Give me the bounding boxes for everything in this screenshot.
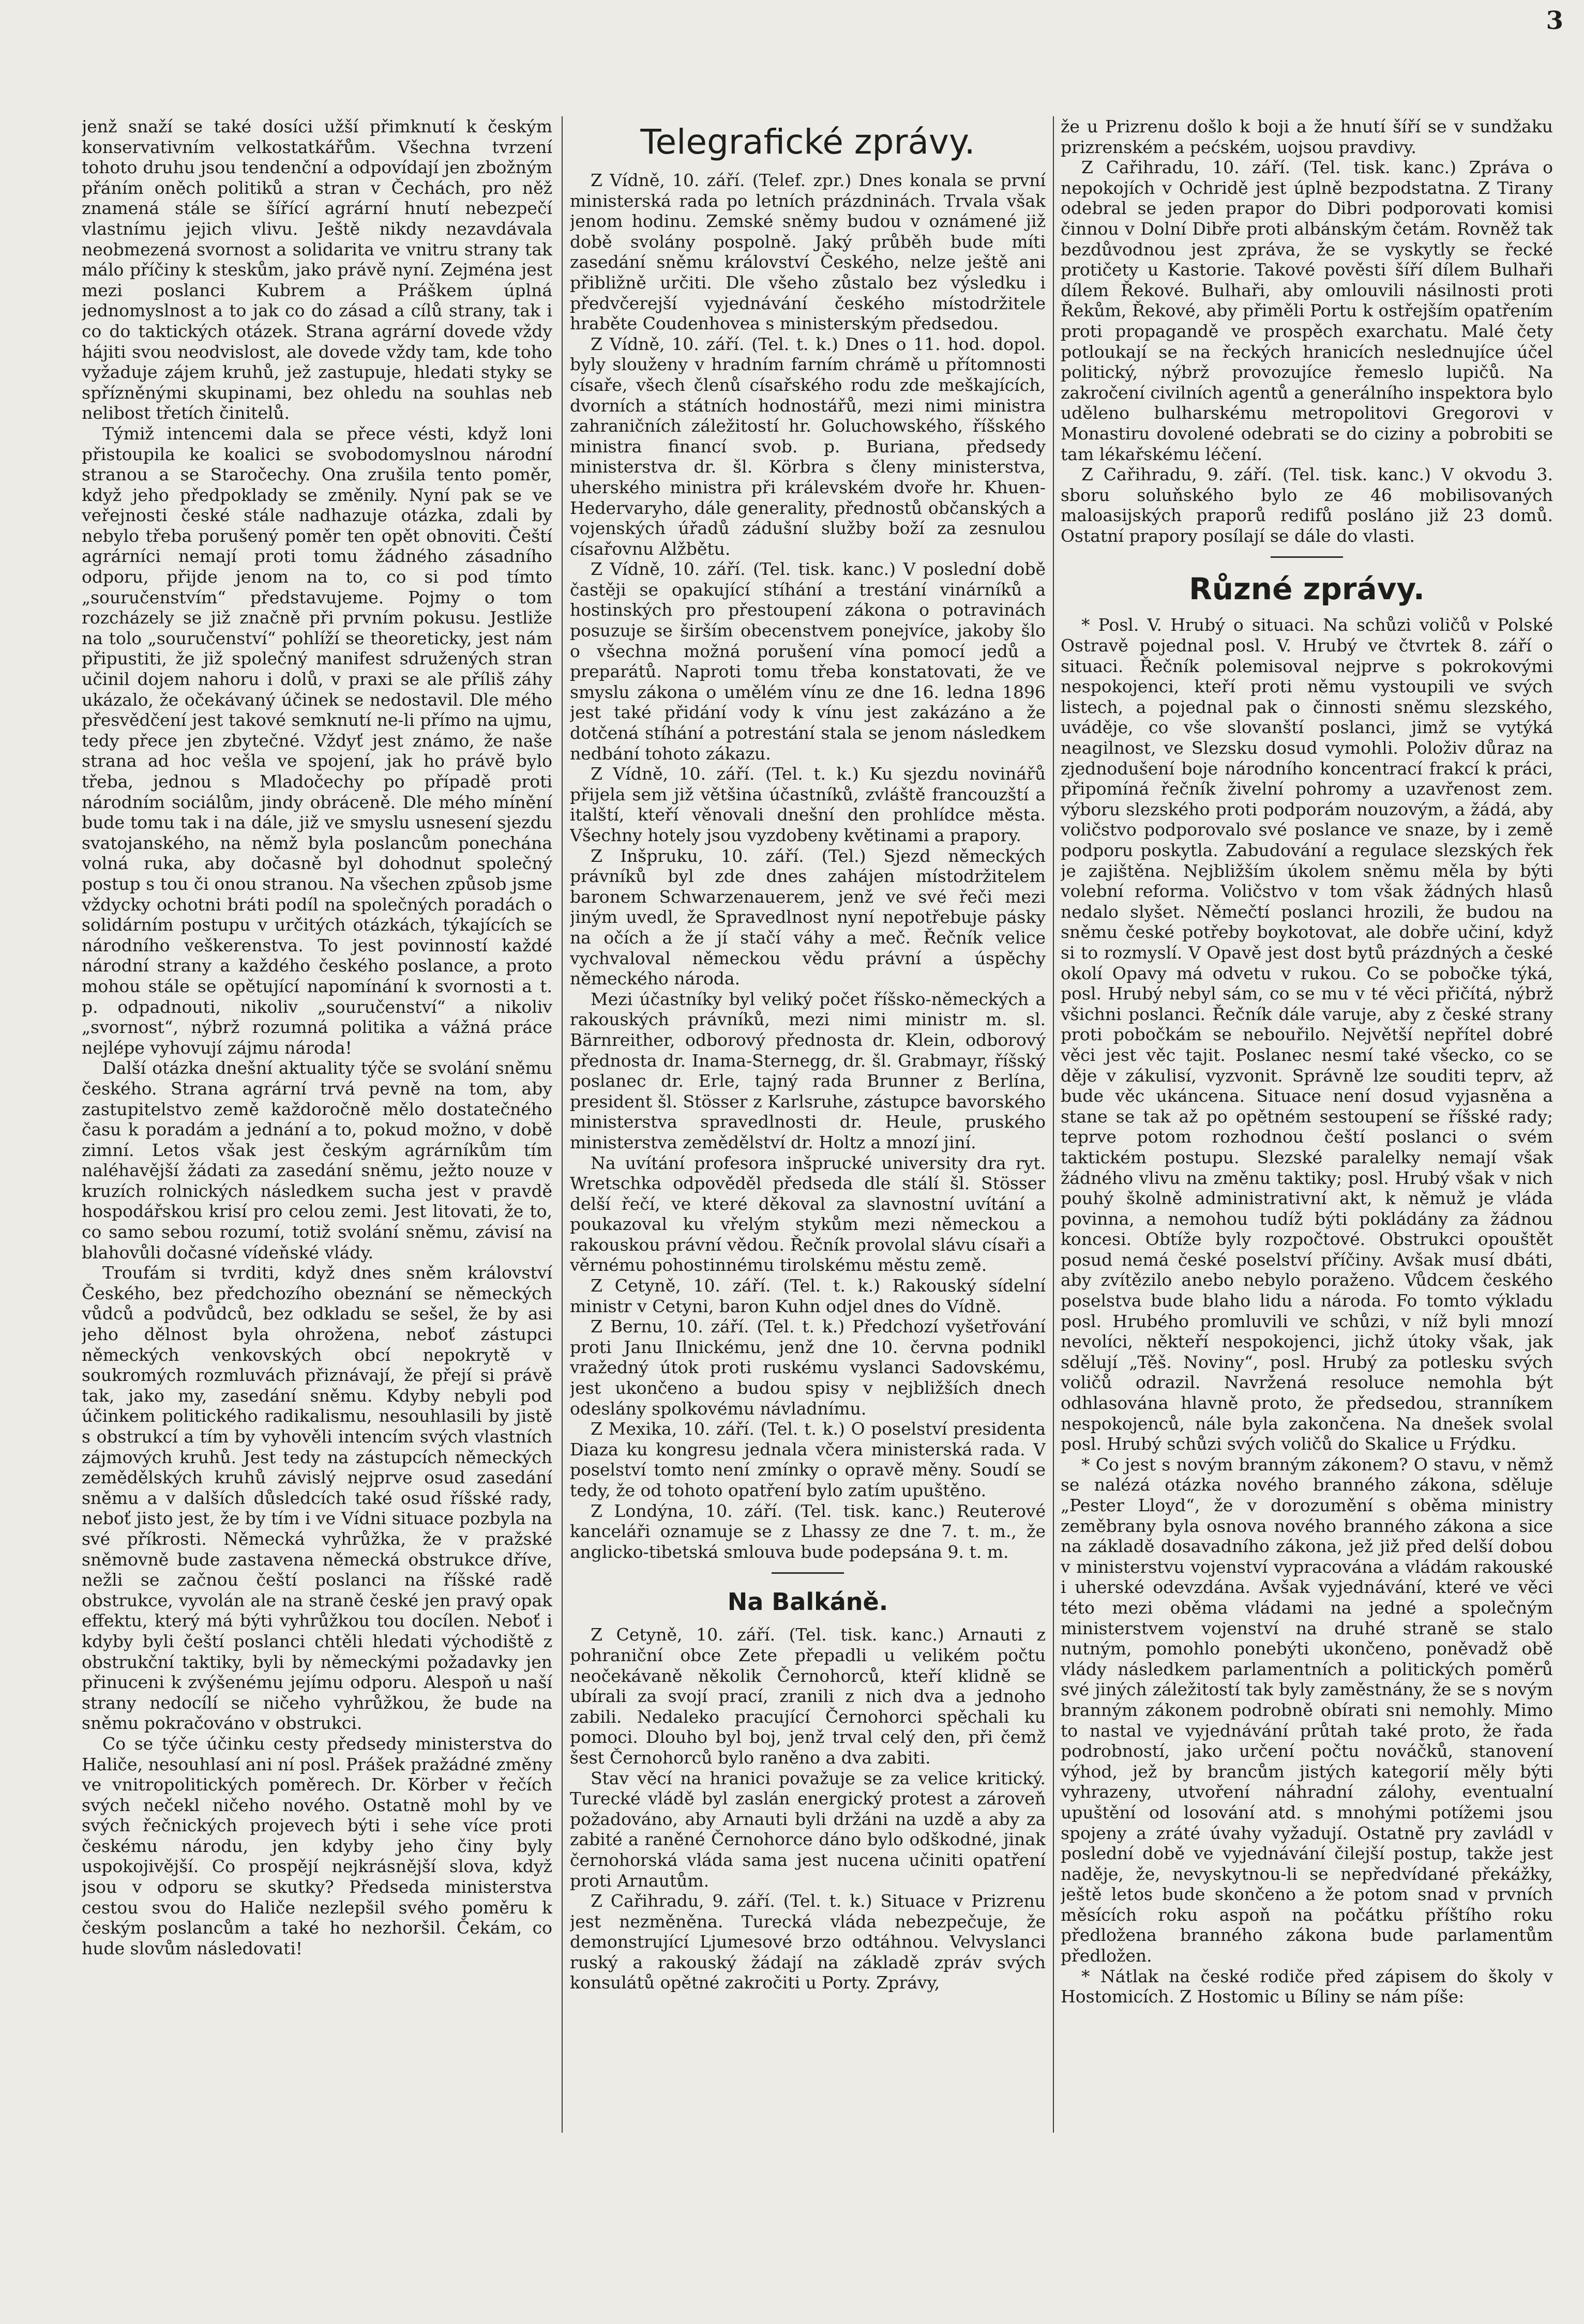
news-item: Stav věcí na hranici považuje se za velice kritický. Turecké vládě byl zaslán energický protest a zároveň požadováno, aby Arnauti byli držáni na uzdě a aby za zabité a raněné Černohorce dáno bylo odškodné, jinak černohorská vláda sama jest nucena učiniti opatření proti Arnautům. bbox=[570, 1768, 1046, 1891]
article-paragraph: Co se týče účinku cesty předsedy ministerstva do Haliče, nesouhlasí ani ní posl. Prášek pražádné změny ve vnitropolitických poměrech. Dr. Körber v řečích svých nečekl ničeho nového. Ostatně mohl by ve svých řečnických projevech býti i sehe více proti českému národu, jen kdyby jeho činy byly uspokojivější. Co prospějí nejkrásnější slova, když jsou v odporu se skutky? Předseda ministerstva cestou svou do Haliče nezlepšil svého poměru k českým poslancům a také ho nezhoršil. Čekám, co hude slovům následovati! bbox=[82, 1733, 552, 1958]
news-item: Z Cetyně, 10. září. (Tel. tisk. kanc.) Arnauti z pohraniční obce Zete přepadli u velikém počtu neočekávaně několik Černohorců, kteří klidně se ubírali za svojí prací, zranili z nich dva a jednoho zabili. Nedaleko pracující Černohorci spěchali ku pomoci. Dlouho byl boj, jenž trval celý den, při čemž šest Černohorců bylo raněno a dva zabiti. bbox=[570, 1624, 1046, 1768]
news-item: * Co jest s novým branným zákonem? O stavu, v němž se nalézá otázka nového branného zákona, sděluje „Pester Lloyd“, že v dorozumění s oběma ministry zeměbrany byla osnova nového branného zákona a sice na základě dosavadního zákona, jež již před delší dobou v ministerstvu vojenství vypracována a vládám rakouské i uherské odevzdána. Avšak vyjednávání, které ve věci této mezi oběma vládami na jedné a společným ministerstvem vojenství na druhé straně se stalo nutným, pomohlo ponebýti ukončeno, poněvadž obě vlády následkem parlamentních a politických poměrů své jiných záležitostí tak byly zaměstnány, že se s novým branným zákonem podrobně obírati sni nemohly. Mimo to nastal ve vyjednávání průtah také proto, že řada podrobností, jako určení počtu nováčků, stanovení výhod, jež by brancům jistých kategorií měly býti vyhrazeny, utvoření náhradní zálohy, eventualní upuštění od losování atd. s mnohými potížemi jsou spojeny a zráté úvahy vyžadují. Ostatně pry zavládl v poslední době ve vyjednávání čilejší postup, takže jest naděje, že, nevyskytnou-li se nepředvídané překážky, ještě letos bude skončeno a že potom snad v prvních měsících roku aspoň na počátku příštího roku předložena branného zákona bude parlamentům předložen. bbox=[1061, 1454, 1553, 1966]
news-item: Z Londýna, 10. září. (Tel. tisk. kanc.) Reuterové kanceláři oznamuje se z Lhassy ze dne 7. t. m., že anglicko-tibetská smlouva bude podepsána 9. t. m. bbox=[570, 1500, 1046, 1562]
section-divider bbox=[772, 1572, 844, 1574]
news-item: * Nátlak na české rodiče před zápisem do školy v Hostomicích. Z Hostomic u Bíliny se nám píše: bbox=[1061, 1966, 1553, 2007]
news-item: Z Bernu, 10. září. (Tel. t. k.) Předchozí vyšetřování proti Janu Ilnickému, jenž dne 10. června podnikl vražedný útok proti ruskému vyslanci Sadovskému, jest ukončeno a budou spisy v nejbližších dnech odeslány spolkovému návladnímu. bbox=[570, 1316, 1046, 1419]
news-item: Z Vídně, 10. září. (Tel. t. k.) Dnes o 11. hod. dopol. byly slouženy v hradním farním chrámě u přítomnosti císaře, všech členů císařského rodu zde meškajících, dvorních a státních hodnostářů, mezi nimi ministra zahraničních záležitostí hr. Goluchowského, říšského ministra financí svob. p. Buriana, předsedy ministerstva dr. šl. Körbra s členy ministerstva, uherského ministra při králevském dvoře hr. Khuen-Hedervaryho, dále generality, přednostů občanských a vojenských úřadů zádušní služby boží za zesnulou císařovnu Alžbětu. bbox=[570, 333, 1046, 559]
section-divider bbox=[1271, 556, 1343, 558]
news-item: Z Cetyně, 10. září. (Tel. t. k.) Rakouský sídelní ministr v Cetyni, baron Kuhn odjel dnes do Vídně. bbox=[570, 1275, 1046, 1316]
column-rule-left bbox=[562, 116, 563, 2133]
column-rule-right bbox=[1053, 116, 1054, 2133]
news-item: Na uvítání profesora inšprucké university dra ryt. Wretschka odpověděl předseda dle stálí šl. Stösser delší řečí, ve které děkoval za slavnostní uvítání a poukazoval ku vřelým stykům mezi německou a rakouskou právní vědou. Řečník provolal slávu císaři a věrnému pohostinnému tirolskému městu země. bbox=[570, 1152, 1046, 1275]
news-item: Z Vídně, 10. září. (Telef. zpr.) Dnes konala se první ministerská rada po letních prázdninách. Trvala však jenom hodinu. Zemské sněmy budou v oznámené již době svolány pospolně. Jaký průběh bude míti zasedání sněmu království Českého, nelze ještě ani přibližně určiti. Dle všeho zůstalo bez výsledku i předvčerejší vyjednávání českého místodržitele hraběte Coudenhovea s ministerským předsedou. bbox=[570, 170, 1046, 334]
column-middle bbox=[570, 116, 1046, 2184]
column-right bbox=[1061, 116, 1553, 2184]
section-heading-telegraphs: Telegrafické zprávy. bbox=[640, 122, 975, 162]
article-paragraph: Troufám si tvrditi, když dnes sněm království Českého, bez předchozího obeznání se německých vůdců a podvůdců, bez odkladu se sešel, že by asi jeho dělnost byla ohrožena, neboť zástupci německých venkovských obcí nepokrytě v soukromých rozmluvách přiznávají, že přejí si právě tak, jako my, zasedání sněmu. Kdyby nebyli pod účinkem politického radikalismu, nesouhlasili by jistě s obstrukcí a tím by vyhověli intencím svých vlastních zájmových kruhů. Jest tedy na zástupcích německých zemědělských kruhů závislý nejprve osud zasedání sněmu a v dalších důsledcích také osud říšské rady, neboť jisto jest, že by tím i ve Vídni situace pozbyla na své příkrosti. Německá vyhrůžka, že v pražské sněmovně bude zastavena německá obstrukce dříve, nežli se začnou čeští poslanci na říšské radě obstrukce, vyvolán ale na straně české jen pravý opak effektu, který má býti vyhrůžkou tou docílen. Neboť i kdyby byli čeští poslanci chtěli hledati východiště z obstrukční taktiky, byli by německými požadavky jen přinuceni k zvýšenému jejímu odporu. Alespoň u naší strany nedocílí se ničeho vyhrůžkou, že bude na sněmu pokračováno v obstrukci. bbox=[82, 1263, 552, 1734]
news-item: Z Cařihradu, 10. září. (Tel. tisk. kanc.) Zpráva o nepokojích v Ochridě jest úplně bezpodstatna. Z Tirany odebral se jeden prapor do Dibri podporovati komisi činnou v Dolní Dibře proti albánským četám. Rovněž tak bezdůvodnou jest zpráva, že se vyskytly se řecké protičety u Kastorie. Takové pověsti šíří dílem Bulhaři dílem Řekové. Bulhaři, aby omlouvili násilnosti proti Řekům, Řekové, aby přiměli Portu k ostřejším opatřením proti propagandě ve prospěch exarchatu. Malé čety potloukají se na řeckých hranicích neslednujíce účel politický, nýbrž provozujíce řemeslo lupičů. Na zakročení civilních agentů a generálního inspektora bylo uděleno bulharskému metropolitovi Gregorovi v Monastiru dovolené odebrati se do ciziny a pobrobiti se tam lékařskému léčení. bbox=[1061, 157, 1553, 464]
news-item: Z Cařihradu, 9. září. (Tel. tisk. kanc.) V okvodu 3. sboru soluňského bylo ze 46 mobilisovaných maloasijských praporů redifů posláno již 23 domů. Ostatní prapory posílají se dále do vlasti. bbox=[1061, 464, 1553, 546]
news-item: Z Inšpruku, 10. září. (Tel.) Sjezd německých právníků byl zde dnes zahájen místodržitelem baronem Schwarzenauerem, jenž ve své řeči mezi jiným uvedl, že Spravedlnost nyní nepotřebuje pásky na očích a že jí stačí váhy a meč. Řečník velice vychvaloval německou vědu právní a úspěchy německého národa. bbox=[570, 845, 1046, 989]
article-paragraph: Týmiž intencemi dala se přece vésti, když loni přistoupila ke koalici se svobodomyslnou národní stranou a se Staročechy. Ona zrušila tento poměr, když jeho předpoklady se změnily. Nyní pak se ve veřejnosti české stále nadhazuje otázka, zdali by nebylo třeba porušený poměr ten opět obnoviti. Čeští agrárníci nemají proti tomu žádného zásadního odporu, přijde jenom na to, co si pod tímto „souručenstvím“ představujeme. Pojmy o tom rozcházely se již značně při prvním pokusu. Jestliže na tolo „souručenství“ pohlíží se theoreticky, jest nám připustiti, že již společný manifest sdružených stran učinil dojem nahoru i dolů, v praxi se ale příliš záhy ukázalo, že očekávaný účinek se nedostavil. Dle mého přesvědčení jest takové semknutí ne-li přímo na ujmu, tedy přece jen zbytečné. Vždyť jest známo, že naše strana ad hoc vešla ve spojení, jak ho právě bylo třeba, jednou s Mladočechy po případě proti národním sociálům, jindy obráceně. Dle mého mínění bude tomu tak i na dále, již ve smyslu usnesení sjezdu svatojanského, na němž byla poslancům ponechána volná ruka, aby dočasně byl dohodnut společný postup s tou či onou stranou. Na všechen způsob jsme vždycky ochotni bráti podíl na společných poradách o solidárním postupu v určitých otázkách, týkajících se národního veškerenstva. To jest povinností každé národní strany a každého českého poslance, a proto mohou stále se opětující napomínání k svornosti a t. p. odpadnouti, nikoliv „souručenství“ a nikoliv „svornost“, nýbrž rozumná politika a vážná práce nejlépe vyhovují zájmu národa! bbox=[82, 423, 552, 1058]
section-heading-news: Různé zprávy. bbox=[1189, 571, 1425, 607]
column-left bbox=[82, 116, 552, 2184]
news-item: * Posl. V. Hrubý o situaci. Na schůzi voličů v Polské Ostravě pojednal posl. V. Hrubý ve čtvrtek 8. září o situaci. Řečník polemisoval nejprve s pokrokovými nespokojenci, kteří proti němu vystoupili ve svých listech, a pojednal pak o činnosti sněmu slezského, uváděje, co vše slovanští poslanci, jimž se vytýká neagilnost, ve Slezsku dosud vymohli. Položiv důraz na zjednodušení boje národního koncentrací frakcí k práci, připomíná řečník živelní pohromy a uzavřenost zem. výboru slezského proti podporám nouzovým, a žádá, aby voličstvo podporovalo své poslance ve snaze, by i země podporu poskytla. Zabudování a regulace slezských řek je zajištěna. Nejbližším úkolem sněmu měla by býti volební reforma. Voličstvo v tom však žádných hlasů nedalo slyšet. Němečtí poslanci hrozili, že budou na sněmu české potřeby boykotovat, ale dobře učiní, když si to rozmyslí. V Opavě jest dost bytů prázdných a české okolí Opavy má odvetu v rukou. Co se pobočke týká, posl. Hrubý nebyl sám, co se mu v té věci přičítá, nýbrž všichni poslanci. Řečník dále varuje, aby z české strany proti pobočkám se nebouřilo. Největší nepřítel dobré věci jest věc tajit. Poslanec nesmí také všecko, co se děje v zákulisí, vyzvonit. Správně lze souditi teprv, až bude věc ukáncena. Situace není dosud vyjasněna a stane se tak až po opětném sestoupení se říšské rady; teprve potom rozhodnou čeští poslanci o svém taktickém postupu. Slezské paralelky nemají však žádného vlivu na změnu taktiky; posl. Hrubý však v nich pouhý školně administrativní akt, k němuž je vláda povinna, a nemohou tudíž býti pokládány za žádnou koncesi. Obtíže byly rozpočtové. Obstrukci opouštět posud nemá české poselství příčiny. Avšak musí dbáti, aby zvítězilo anebo nebylo poraženo. Vůdcem českého poselstva bude blaho lidu a národa. Fo tomto výkladu posl. Hrubého promluvili ve schůzi, v níž byli mnozí nevolíci, někteří nespokojenci, jichž útoky však, jak sdělují „Těš. Noviny“, posl. Hrubý za potlesku svých voličů odrazil. Navržená resoluce nemohla být odhlasována hlavně proto, že předsedou, stranníkem nespokojenců, nále byla zakončena. Na dnešek svolal posl. Hrubý schůzi svých voličů do Skalice u Frýdku. bbox=[1061, 615, 1553, 1454]
news-item: Mezi účastníky byl veliký počet říšsko-německých a rakouských právníků, mezi nimi ministr m. sl. Bärnreither, odborový přednosta dr. Klein, odborový přednosta dr. Inama-Sternegg, dr. šl. Grabmayr, říšský poslanec dr. Erle, tajný rada Brunner z Berlína, president šl. Stösser z Karlsruhe, zástupce bavorského ministerstva spravedlnosti dr. Heule, pruského ministerstva zemědělství dr. Holtz a mnozí jiní. bbox=[570, 989, 1046, 1152]
page-number: 3 bbox=[1546, 6, 1563, 35]
article-paragraph: jenž snaží se také dosíci užší přimknutí k českým konservativním velkostatkářům. Všechna tvrzení tohoto druhu jsou tendenční a odpovídají jen zbožným přáním oněch politiků a stran v Čechách, pro něž znamená stále se šířící agrární hnutí nebezpečí vlastnímu jejich vlivu. Ještě nikdy nezavdávala neobmezená svornost a solidarita ve vnitru strany tak málo příčiny k steskům, jako právě nyní. Zejména jest mezi poslanci Kubrem a Práškem úplná jednomyslnost a to jak co do zásad a cílů strany, tak i co do taktických otázek. Strana agrární dovede vždy hájiti svou neodvislost, ale dovede vždy tam, kde toho vyžaduje zájem kruhů, jež zastupuje, hledati styky se spřízněnými skupinami, bez ohledu na souhlas neb nelibost třetích činitelů. bbox=[82, 116, 552, 423]
section-heading-balkans: Na Balkáně. bbox=[727, 1588, 888, 1616]
news-item: Z Mexika, 10. září. (Tel. t. k.) O poselství presidenta Diaza ku kongresu jednala včera ministerská rada. V poselství tomto není zmínky o opravě měny. Soudí se tedy, že od tohoto opatření bylo zatím upuštěno. bbox=[570, 1419, 1046, 1500]
news-item: Z Vídně, 10. září. (Tel. tisk. kanc.) V poslední době častěji se opakující stíhání a trestání vinárníků a hostinských pro přestoupení zákona o potravinách posuzuje se širším obecenstvem ponejvíce, jakoby šlo o všechna možná porušení vína pomocí jedů a preparátů. Naproti tomu třeba konstatovati, že ve smyslu zákona o umělém vínu ze dne 16. ledna 1896 jest také přidání vody k vínu jest zakázáno a že dotčená stíhání a potrestání stala se jenom následkem nedbání tohoto zákazu. bbox=[570, 559, 1046, 764]
news-item: že u Prizrenu došlo k boji a že hnutí šíří se v sundžaku prizrenském a pećském, uojsou pravdivy. bbox=[1061, 116, 1553, 157]
news-item: Z Cařihradu, 9. září. (Tel. t. k.) Situace v Prizrenu jest nezměněna. Turecká vláda nebezpečuje, že demonstrující Ljumesové brzo odtáhnou. Velvyslanci ruský a rakouský žádají na základě zpráv svých konsulátů opětné zakročiti u Porty. Zprávy, bbox=[570, 1891, 1046, 1993]
article-paragraph: Další otázka dnešní aktuality týče se svolání sněmu českého. Strana agrární trvá pevně na tom, aby zastupitelstvo země každoročně mělo dostatečného času k poradám a jednání a to, pokud možno, v době zimní. Letos však jest českým agrárníkům tím naléhavější žádati za zasedání sněmu, ježto nouze v kruzích rolnických následkem sucha jest v pravdě hospodářskou krisí pro celou zemi. Jest litovati, že to, co samo sebou rozumí, totiž svolání sněmu, závisí na blahovůli dočasné vídeňské vlády. bbox=[82, 1058, 552, 1263]
news-item: Z Vídně, 10. září. (Tel. t. k.) Ku sjezdu novinářů přijela sem již většina účastníků, zvláště francouzští a italští, kteří věnovali dnešní den prohlídce města. Všechny hotely jsou vyzdobeny květinami a prapory. bbox=[570, 764, 1046, 845]
